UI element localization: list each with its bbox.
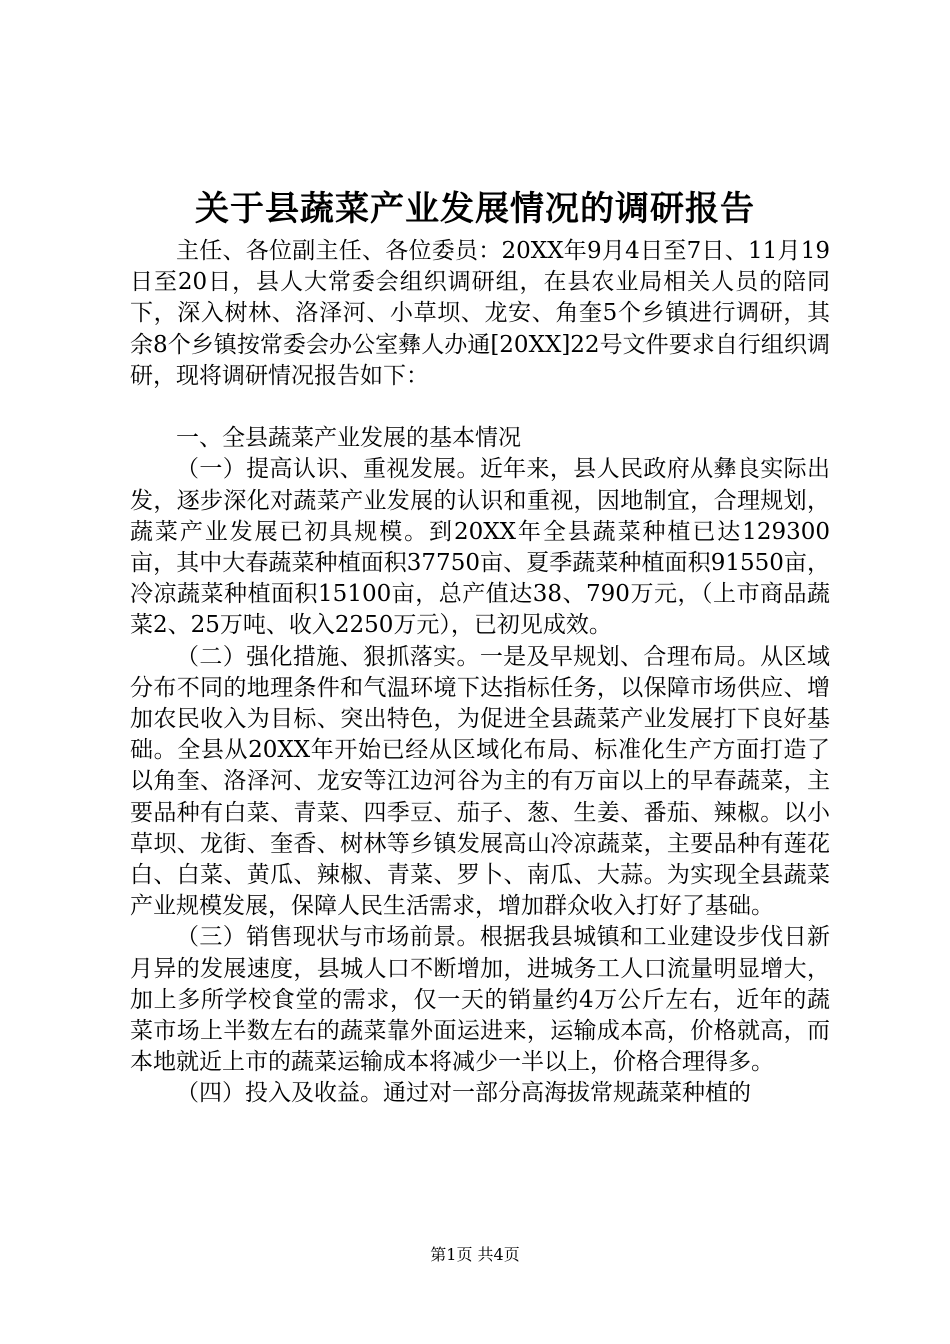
paragraph-section-3: （三）销售现状与市场前景。根据我县城镇和工业建设步伐日新月异的发展速度，县城人口不断增加，进城务工人口流量明显增大，加上多所学校食堂的需求，仅一天的销量约4万公斤左右，近年的蔬菜市场上半数左右的蔬菜靠外面运进来，运输成本高，价格就高，而本地就近上市的蔬菜运输成本将减少一半以上，价格合理得多。 <box>130 924 830 1076</box>
paragraph-section-4: （四）投入及收益。通过对一部分高海拔常规蔬菜种植的 <box>176 1080 751 1107</box>
document-title: 关于县蔬菜产业发展情况的调研报告 <box>195 189 755 229</box>
paragraph-intro: 主任、各位副主任、各位委员：20XX年9月4日至7日、11月19日至20日，县人大常委会组织调研组，在县农业局相关人员的陪同下，深入树林、洛泽河、小草坝、龙安、角奎5个乡镇进行调研，其余8个乡镇按常委会办公室彝人办通[20XX]22号文件要求自行组织调研，现将调研情况报告如下： <box>130 238 830 389</box>
section-heading: 一、全县蔬菜产业发展的基本情况 <box>176 425 521 452</box>
page-footer: 第1页 共4页 <box>430 1245 520 1264</box>
paragraph-section-2: （二）强化措施、狠抓落实。一是及早规划、合理布局。从区域分布不同的地理条件和气温环境下达指标任务，以保障市场供应、增加农民收入为目标、突出特色，为促进全县蔬菜产业发展打下良好基础。全县从20XX年开始已经从区域化布局、标准化生产方面打造了以角奎、洛泽河、龙安等江边河谷为主的有万亩以上的早春蔬菜，主要品种有白菜、青菜、四季豆、茄子、葱、生姜、番茄、辣椒。以小草坝、龙街、奎香、树林等乡镇发展高山冷凉蔬菜，主要品种有莲花白、白菜、黄瓜、辣椒、青菜、罗卜、南瓜、大蒜。为实现全县蔬菜产业规模发展，保障人民生活需求，增加群众收入打好了基础。 <box>130 643 830 920</box>
paragraph-section-1: （一）提高认识、重视发展。近年来，县人民政府从彝良实际出发，逐步深化对蔬菜产业发展的认识和重视，因地制宜，合理规划，蔬菜产业发展已初具规模。到20XX年全县蔬菜种植已达129300亩，其中大春蔬菜种植面积37750亩、夏季蔬菜种植面积91550亩，冷凉蔬菜种植面积15100亩，总产值达38、790万元，（上市商品蔬菜2、25万吨、收入2250万元），已初见成效。 <box>130 456 830 639</box>
document-body <box>130 236 830 1110</box>
